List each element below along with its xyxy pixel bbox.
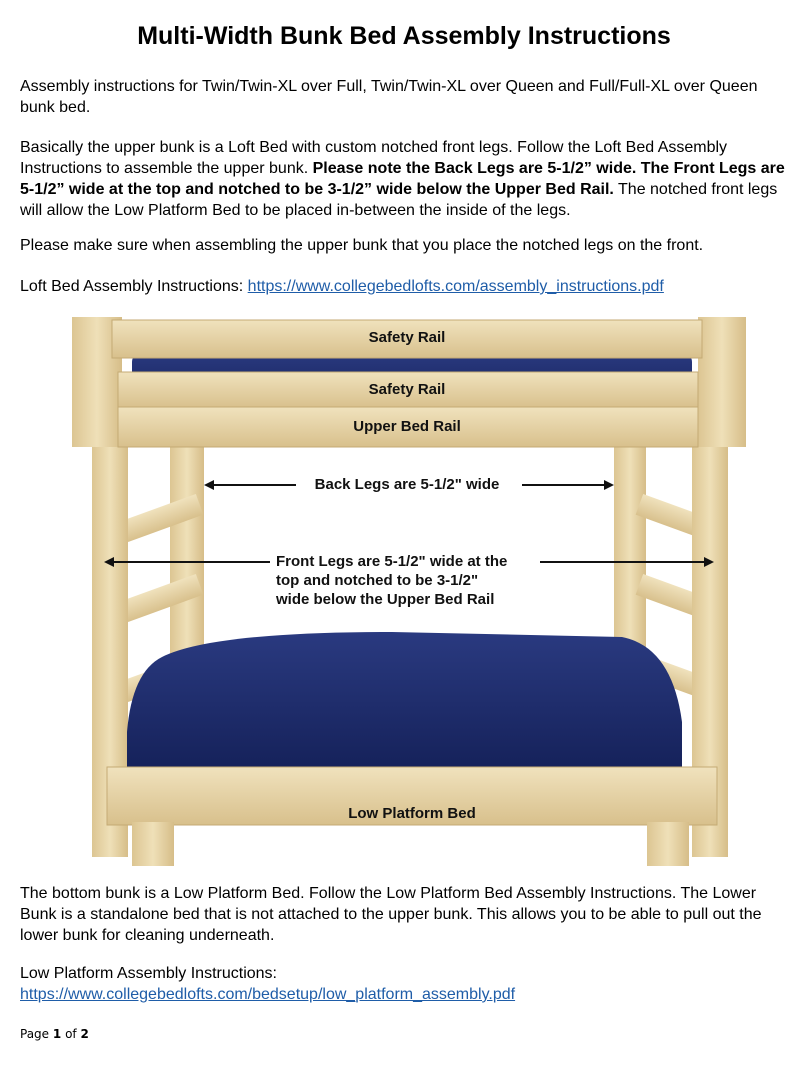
front-right-leg-top bbox=[698, 317, 746, 447]
back-legs-label: Back Legs are 5-1/2" wide bbox=[314, 475, 500, 493]
page-current: 1 bbox=[52, 1027, 62, 1041]
low-platform-instructions-line bbox=[20, 984, 795, 1005]
leg-width-note: Please note the Back Legs are 5-1/2” wide. The Front Legs are 5-1/2” wide at the top and notched to be 3-1/2” wide below the Upper Bed Rail. bbox=[20, 160, 785, 198]
bunk-bed-illustration bbox=[62, 312, 752, 868]
safety-rail-top-label: Safety Rail bbox=[368, 328, 446, 346]
upper-bunk-text: Basically the upper bunk is a Loft Bed with custom notched front legs. Follow the Loft Bed Assembly Instructions to assemble the upper bunk. bbox=[20, 139, 728, 177]
loft-instructions-label: Loft Bed Assembly Instructions: bbox=[20, 278, 248, 295]
loft-instructions-link[interactable]: https://www.collegebedlofts.com/assembly_instructions.pdf bbox=[247, 278, 664, 295]
front-legs-label-line1: Front Legs are 5-1/2" wide at the bbox=[276, 552, 508, 570]
upper-bed-rail-label: Upper Bed Rail bbox=[353, 417, 461, 435]
bunk-bed-photo bbox=[62, 312, 752, 868]
safety-rail-middle-label: Safety Rail bbox=[368, 380, 446, 398]
notched-legs-note: Please make sure when assembling the upper bunk that you place the notched legs on the front. bbox=[20, 237, 704, 254]
front-legs-label-line3: wide below the Upper Bed Rail bbox=[276, 590, 495, 608]
platform-foot-left bbox=[132, 822, 174, 866]
page-word: Page bbox=[20, 1027, 50, 1041]
bottom-bunk-paragraph: The bottom bunk is a Low Platform Bed. Follow the Low Platform Bed Assembly Instructions. The Lower Bunk is a standalone bed that is not attached to the upper bunk. This allows you to be able to pull out the lower bunk for cleaning underneath. bbox=[20, 885, 762, 944]
low-platform-bed-label: Low Platform Bed bbox=[348, 804, 476, 822]
page-number bbox=[20, 1027, 89, 1041]
front-legs-label-line2: top and notched to be 3-1/2" bbox=[276, 571, 479, 589]
low-platform-instructions-label: Low Platform Assembly Instructions: bbox=[20, 965, 277, 982]
low-platform-instructions-link[interactable]: https://www.collegebedlofts.com/bedsetup/low_platform_assembly.pdf bbox=[20, 986, 516, 1003]
loft-instructions-line bbox=[20, 276, 795, 297]
platform-foot-right bbox=[647, 822, 689, 866]
page-title: Multi-Width Bunk Bed Assembly Instructions bbox=[137, 22, 671, 50]
lower-mattress bbox=[127, 632, 682, 777]
intro-paragraph: Assembly instructions for Twin/Twin-XL over Full, Twin/Twin-XL over Queen and Full/Full-XL over Queen bunk bed. bbox=[20, 78, 758, 116]
upper-bunk-text-end: The notched front legs will allow the Low Platform Bed to be placed in-between the inside of the legs. bbox=[20, 181, 778, 219]
page-of-word: of bbox=[65, 1027, 77, 1041]
page-total: 2 bbox=[80, 1027, 89, 1041]
upper-bunk-paragraph bbox=[20, 137, 795, 221]
